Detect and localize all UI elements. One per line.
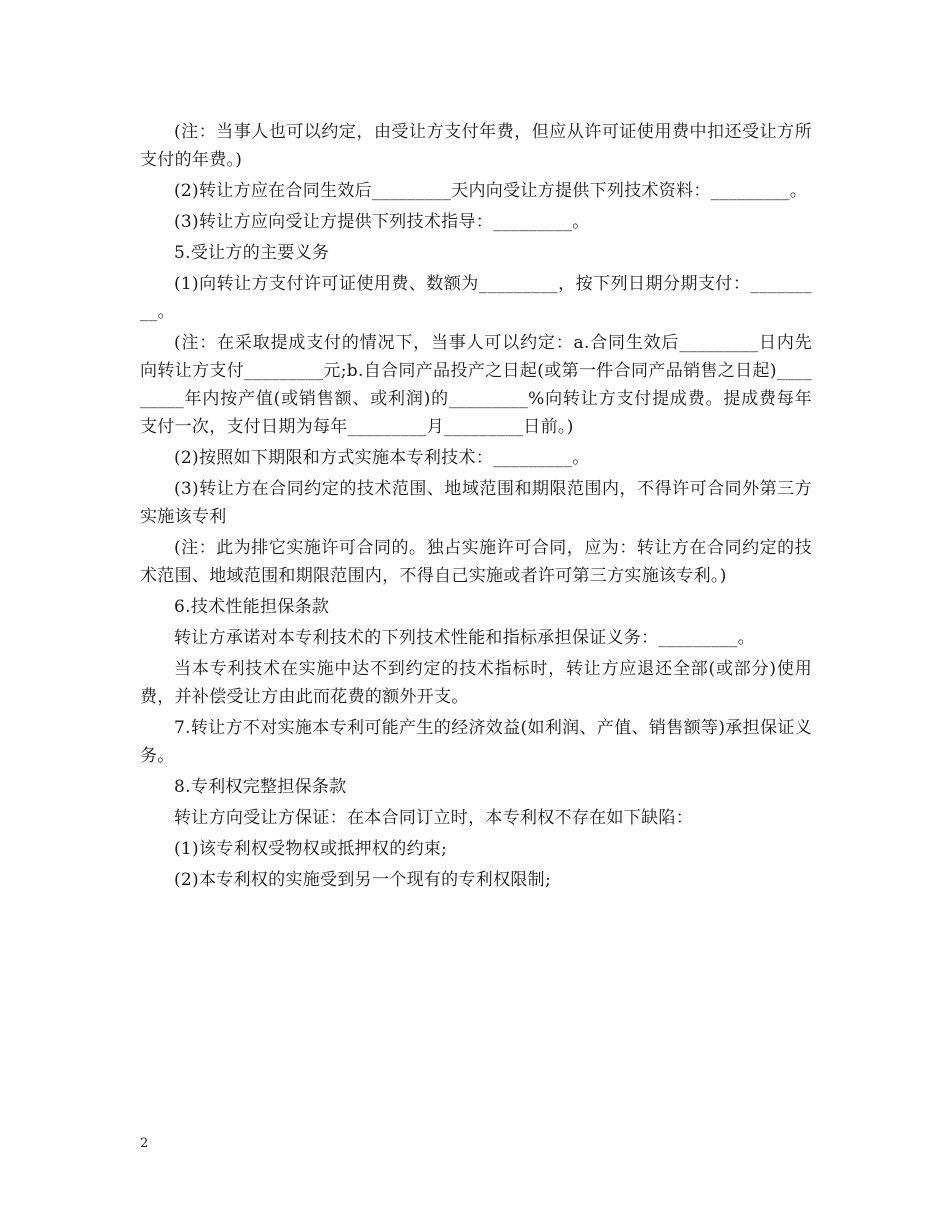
- section-heading-patent-integrity-guarantee: 8.专利权完整担保条款: [174, 777, 347, 797]
- section-heading-economic-benefit-disclaimer: 7.转让方不对实施本专利可能产生的经济效益(如利润、产值、销售额等)承担保证义务。: [140, 718, 812, 766]
- page-number: 2: [140, 1136, 149, 1151]
- paragraph-license-fee-payment: (1)向转让方支付许可证使用费、数额为_________，按下列日期分期支付：_________。: [140, 274, 812, 322]
- paragraph-note-exclusive-license: (注：此为排它实施许可合同的。独占实施许可合同，应为：转让方在合同约定的技术范围、地域范围和期限范围内，不得自己实施或者许可第三方实施该专利。): [140, 538, 812, 586]
- paragraph-defect-lien: (1)该专利权受物权或抵押权的约束;: [174, 839, 448, 859]
- paragraph-defect-prior-patent: (2)本专利权的实施受到另一个现有的专利权限制;: [174, 870, 552, 890]
- paragraph-refund-clause: 当本专利技术在实施中达不到约定的技术指标时，转让方应退还全部(或部分)使用费，并补偿受让方由此而花费的额外开支。: [140, 659, 812, 707]
- paragraph-technical-guidance: (3)转让方应向受让方提供下列技术指导：_________。: [174, 212, 590, 232]
- paragraph-note-annual-fee: (注：当事人也可以约定，由受让方支付年费，但应从许可证使用费中扣还受让方所支付的年费。): [140, 122, 812, 170]
- paragraph-third-party-restriction: (3)转让方在合同约定的技术范围、地域范围和期限范围内，不得许可合同外第三方实施该专利: [140, 479, 812, 527]
- section-heading-performance-guarantee: 6.技术性能担保条款: [174, 597, 330, 617]
- paragraph-technical-materials: (2)转让方应在合同生效后_________天内向受让方提供下列技术资料：_________。: [174, 181, 808, 201]
- document-body: [140, 118, 812, 897]
- paragraph-performance-commitment: 转让方承诺对本专利技术的下列技术性能和指标承担保证义务：_________。: [174, 628, 755, 648]
- paragraph-note-royalty-payment: (注：在采取提成支付的情况下，当事人可以约定：a.合同生效后_________日内先向转让方支付_________元;b.自合同产品投产之日起(或第一件合同产品销售之日起)_________年内按产值(或销售额、或利润)的_________%向转让方支付提成费。提成费每年支付一次，支付日期为每年_________月_________日前。): [140, 333, 812, 437]
- paragraph-warranty-statement: 转让方向受让方保证：在本合同订立时，本专利权不存在如下缺陷：: [174, 808, 693, 828]
- section-heading-licensee-obligations: 5.受让方的主要义务: [174, 243, 330, 263]
- paragraph-implementation-terms: (2)按照如下期限和方式实施本专利技术：_________。: [174, 448, 590, 468]
